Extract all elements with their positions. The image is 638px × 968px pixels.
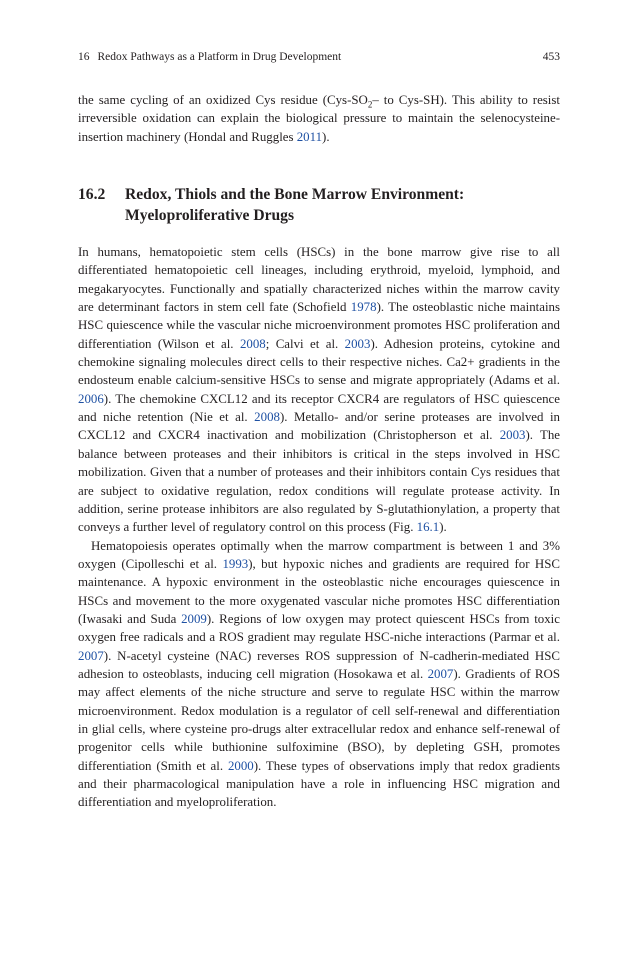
section-number: 16.2 [78, 186, 106, 204]
citation-link[interactable]: 2000 [227, 758, 254, 773]
section-heading [78, 184, 560, 226]
citation-link[interactable]: 2003 [499, 428, 526, 443]
text-run: ). The osteoblastic niche maintains HSC quiescence while the vascular niche microenvironment promotes HSC proliferation and differentiation (Wilson et al. [78, 300, 560, 351]
text-run: ). Regions of low oxygen may protect quiescent HSCs from toxic oxygen free radicals and a ROS gradient may regulate HSC-niche interactions (Parmar et al. [78, 611, 560, 645]
page-number: 453 [542, 51, 560, 63]
section-title-line: Redox, Thiols and the Bone Marrow Environment: [125, 186, 465, 204]
text-run: ). [439, 520, 447, 535]
body-paragraph [78, 537, 560, 812]
section-title-line: Myeloproliferative Drugs [125, 207, 295, 225]
page [78, 50, 560, 812]
chapter-title: Redox Pathways as a Platform in Drug Development [97, 51, 342, 63]
citation-link[interactable]: 1978 [350, 300, 377, 315]
text-run: ). Metallo- and/or serine proteases are involved in CXCL12 and CXCR4 inactivation and mobilization (Christopherson et al. [78, 410, 560, 443]
text-run: the same cycling of an oxidized Cys residue (Cys-SO [78, 93, 368, 107]
text-run: ; Calvi et al. [265, 336, 345, 351]
citation-link[interactable]: 2011 [296, 129, 323, 144]
citation-link[interactable]: 1993 [222, 556, 249, 571]
citation-link[interactable]: 2008 [239, 336, 266, 351]
body-paragraph [78, 243, 560, 537]
text-run: In humans, hematopoietic stem cells (HSCs) in the bone marrow give rise to all differentiated hematopoietic cell lineages, including erythroid, myeloid, lymphoid, and megakaryocytes. Functionally and spatially characterized niches within the marrow cavity are determinant factors in stem cell fate (Schofield [78, 245, 560, 315]
running-head [78, 50, 560, 64]
text-run: ). The balance between proteases and their inhibitors is critical in the steps involved in HSC mobilization. Given that a number of proteases and their inhibitors contain Cys residues that are subject to oxidative regulation, redox conditions will regulate protease activity. In addition, serine protease inhibitors are also regulated by S-glutathionylation, a property that conveys a further level of regulatory control on this process (Fig. [78, 428, 561, 535]
section-title [125, 184, 560, 226]
text-run: ), but hypoxic niches and gradients are required for HSC maintenance. A hypoxic environment in the osteoblastic niche encourages quiescence in HSCs and movement to the more oxygenated vascular niche promotes HSC differentiation (Iwasaki and Suda [78, 556, 560, 626]
citation-link[interactable]: 2006 [78, 391, 104, 406]
chapter-number: 16 [78, 51, 90, 63]
text-run: Hematopoiesis operates optimally when the marrow compartment is between 1 and 3% oxygen (Cipolleschi et al. [78, 538, 560, 571]
text-run: ). Adhesion proteins, cytokine and chemokine signaling molecules direct cells to their respective niches. Ca2+ gradients in the endosteum enable calcium-sensitive HSCs to sense and migrate appropriately (Adams et al. [78, 336, 560, 388]
intro-paragraph [78, 91, 560, 146]
text-run: ). These types of observations imply that redox gradients and their pharmacological manipulation have a role in influencing HSC migration and differentiation and myeloproliferation. [78, 758, 560, 810]
citation-link[interactable]: 2003 [344, 336, 371, 351]
text-run: – to Cys-SH). This ability to resist irreversible oxidation can explain the biological pressure to maintain the selenocysteine-insertion machinery (Hondal and Ruggles [78, 93, 560, 144]
figure-link[interactable]: 16.1 [416, 520, 440, 535]
citation-link[interactable]: 2009 [181, 611, 207, 626]
text-run: ). Gradients of ROS may affect elements of the niche structure and serve to regulate HSC within the marrow microenvironment. Redox modulation is a regulator of cell self-renewal and differentiation in glial cells, where cysteine pro-drugs alter extracellular redox and enhance self-renewal of progenitor cells while buthionine sulfoximine (BSO), by depleting GSH, promotes differentiation (Smith et al. [78, 666, 560, 773]
text-run: ). N-acetyl cysteine (NAC) reverses ROS suppression of N-cadherin-mediated HSC adhesion to osteoblasts, inducing cell migration (Hosokawa et al. [78, 648, 560, 681]
text-run: ). [322, 129, 330, 144]
subscript: 2 [367, 99, 373, 110]
running-head-left [78, 50, 341, 64]
citation-link[interactable]: 2008 [254, 410, 280, 425]
citation-link[interactable]: 2007 [427, 666, 454, 681]
text-run: ). The chemokine CXCL12 and its receptor CXCR4 are regulators of HSC quiescence and niche retention (Nie et al. [78, 391, 560, 425]
citation-link[interactable]: 2007 [78, 648, 104, 663]
